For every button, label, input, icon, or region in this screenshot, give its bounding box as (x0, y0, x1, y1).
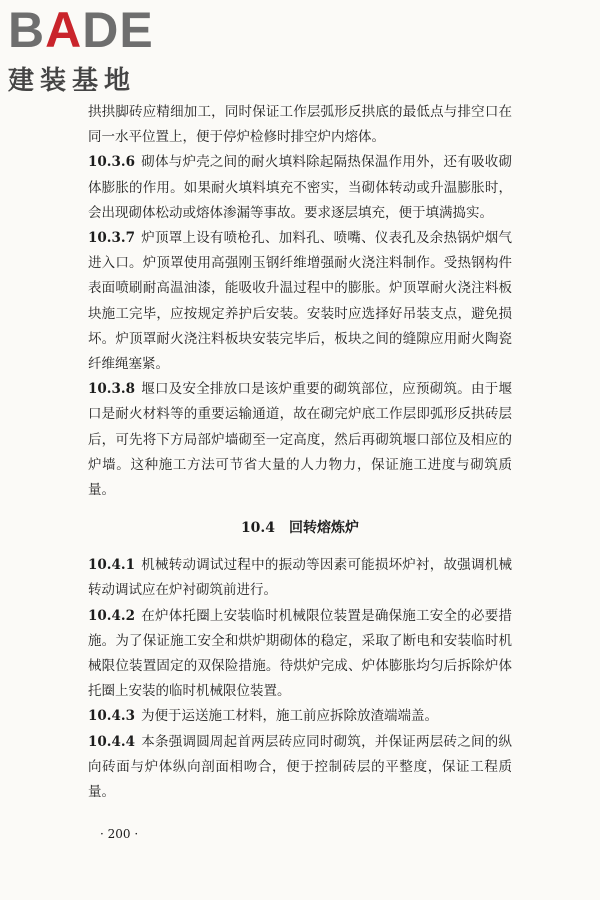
paragraph-continuation: 拱拱脚砖应精细加工，同时保证工作层弧形反拱底的最低点与排空口在同一水平位置上，便于停炉检修时排空炉内熔体。 (88, 104, 512, 146)
document-body (88, 100, 512, 805)
logo-subtitle: 建装基地 (8, 66, 137, 96)
clause-number: 10.4.2 (88, 607, 135, 624)
paragraph-10-4-1: 10.4.1 机械转动调试过程中的振动等因素可能损坏炉衬，故强调机械转动调试应在炉衬砌筑前进行。 (88, 557, 512, 599)
paragraph-10-3-8: 10.3.8 堰口及安全排放口是该炉重要的砌筑部位，应预砌筑。由于堰口是耐火材料等的重要运输通道，故在砌完炉底工作层即弧形反拱砖层后，可先将下方局部炉墙砌至一定高度，然后再砌筑堰口部位及相应的炉墙。这种施工方法可节省大量的人力物力，保证施工进度与砌筑质量。 (88, 381, 512, 499)
clause-number: 10.4.4 (88, 733, 135, 750)
paragraph-10-4-3: 10.4.3 为便于运送施工材料，施工前应拆除放渣端端盖。 (88, 708, 438, 725)
paragraph-10-4-2: 10.4.2 在炉体托圈上安装临时机械限位装置是确保施工安全的必要措施。为了保证施工安全和烘炉期砌体的稳定，采取了断电和安装临时机械限位装置固定的双保险措施。待烘炉完成、炉体膨胀均匀后拆除炉体托圈上安装的临时机械限位装置。 (88, 607, 512, 700)
clause-number: 10.3.8 (88, 381, 135, 398)
clause-number: 10.3.6 (88, 154, 135, 171)
clause-number: 10.4.1 (88, 557, 135, 574)
page-number: · 200 · (100, 827, 139, 841)
logo-wordmark: BADE (8, 2, 154, 58)
paragraph-10-3-7: 10.3.7 炉顶罩上设有喷枪孔、加料孔、喷嘴、仪表孔及余热锅炉烟气进入口。炉顶罩使用高强刚玉钢纤维增强耐火浇注料制作。受热钢构件表面喷刷耐高温油漆，能吸收升温过程中的膨胀。炉顶罩耐火浇注料板块施工完毕，应按规定养护后安装。安装时应选择好吊装支点，避免损坏。炉顶罩耐火浇注料板块安装完毕后，板块之间的缝隙应用耐火陶瓷纤维绳塞紧。 (88, 230, 512, 373)
clause-number: 10.4.3 (88, 708, 135, 725)
paragraph-10-3-6: 10.3.6 砌体与炉壳之间的耐火填料除起隔热保温作用外，还有吸收砌体膨胀的作用。如果耐火填料填充不密实，当砌体转动或升温膨胀时，会出现砌体松动或熔体渗漏等事故。要求逐层填充，便于填满捣实。 (88, 154, 512, 221)
logo (8, 4, 178, 94)
paragraph-10-4-4: 10.4.4 本条强调圆周起首两层砖应同时砌筑，并保证两层砖之间的纵向砖面与炉体纵向剖面相吻合，便于控制砖层的平整度，保证工程质量。 (88, 733, 512, 801)
section-title: 10.4 回转熔炼炉 (240, 520, 360, 537)
clause-number: 10.3.7 (88, 230, 135, 247)
